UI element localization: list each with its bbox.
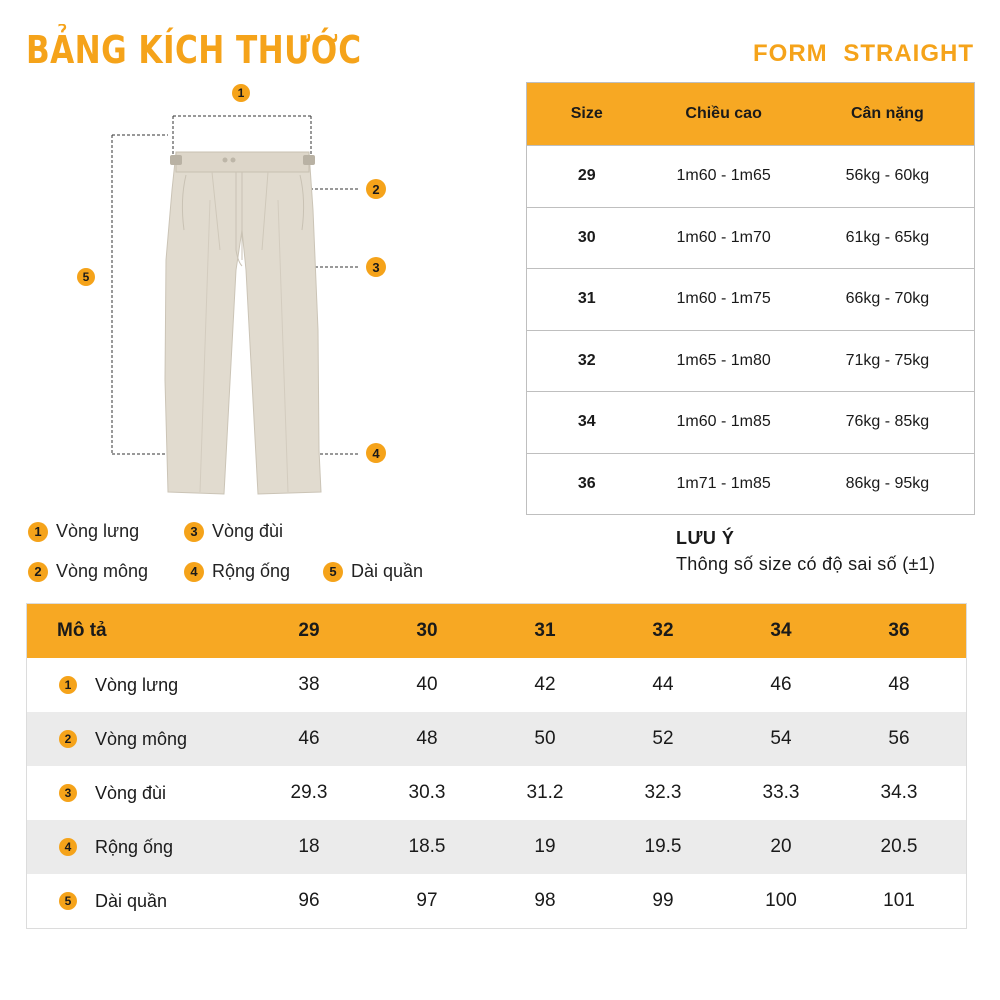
row-number: 3	[59, 784, 77, 802]
row-label: Rộng ống	[95, 836, 174, 857]
value-cell: 46	[770, 674, 792, 695]
value-cell: 40	[416, 674, 438, 695]
value-cell: 98	[534, 890, 556, 911]
legend-label: Dài quần	[351, 561, 424, 581]
table-row	[527, 453, 974, 515]
row-number: 5	[59, 892, 77, 910]
page-title: BẢNG KÍCH THƯỚC	[26, 28, 362, 72]
header-height: Chiều cao	[685, 105, 762, 122]
value-cell: 33.3	[762, 782, 800, 803]
table-row	[527, 391, 974, 453]
row-label: Vòng lưng	[95, 674, 179, 695]
size-cell: 36	[577, 474, 596, 492]
pants-diagram	[0, 80, 520, 500]
legend-label: Vòng đùi	[212, 521, 284, 541]
header-size: 36	[888, 620, 910, 641]
note-title: LƯU Ý	[676, 528, 735, 548]
value-cell: 96	[298, 890, 320, 911]
height-cell: 1m60 - 1m65	[676, 167, 771, 185]
table-row	[27, 712, 966, 766]
height-cell: 1m60 - 1m75	[676, 290, 771, 308]
row-description	[27, 783, 250, 804]
table-row	[527, 145, 974, 207]
weight-cell: 56kg - 60kg	[845, 167, 930, 185]
value-cell: 101	[883, 890, 915, 911]
height-cell: 1m60 - 1m85	[676, 413, 771, 431]
header-size: 32	[652, 620, 674, 641]
value-cell: 50	[534, 728, 556, 749]
legend-number: 2	[28, 562, 48, 582]
legend-label: Rộng ống	[212, 561, 291, 581]
legend-number: 4	[184, 562, 204, 582]
note-text: Thông số size có độ sai số (±1)	[676, 554, 936, 574]
table-row	[27, 820, 966, 874]
height-cell: 1m71 - 1m85	[676, 474, 771, 492]
value-cell: 38	[298, 674, 320, 695]
pants-shape	[165, 152, 321, 494]
row-label: Dài quần	[95, 890, 168, 911]
value-cell: 48	[888, 674, 910, 695]
legend-item	[28, 561, 148, 582]
weight-cell: 86kg - 95kg	[845, 474, 930, 492]
value-cell: 20.5	[880, 836, 918, 857]
table-row	[527, 268, 974, 330]
legend-item	[323, 561, 423, 582]
table-row	[27, 766, 966, 820]
size-cell: 29	[577, 167, 596, 185]
value-cell: 20	[770, 836, 792, 857]
row-description	[27, 675, 250, 696]
weight-cell: 61kg - 65kg	[845, 228, 930, 246]
legend-number: 3	[184, 522, 204, 542]
pants-illustration	[0, 80, 520, 500]
value-cell: 19	[534, 836, 556, 857]
height-cell: 1m60 - 1m70	[676, 228, 771, 246]
row-number: 2	[59, 730, 77, 748]
header-size: 29	[298, 620, 320, 641]
value-cell: 56	[888, 728, 910, 749]
value-cell: 32.3	[644, 782, 682, 803]
weight-cell: 76kg - 85kg	[845, 413, 930, 431]
value-cell: 44	[652, 674, 674, 695]
marker-3: 3	[366, 257, 386, 277]
size-cell: 31	[577, 290, 596, 308]
header-size: 30	[416, 620, 438, 641]
row-number: 1	[59, 676, 77, 694]
row-description	[27, 837, 250, 858]
measurement-table	[26, 603, 967, 929]
legend-number: 5	[323, 562, 343, 582]
value-cell: 48	[416, 728, 438, 749]
legend-item	[28, 521, 139, 542]
value-cell: 100	[765, 890, 797, 911]
value-cell: 18.5	[408, 836, 446, 857]
legend-number: 1	[28, 522, 48, 542]
value-cell: 99	[652, 890, 674, 911]
value-cell: 30.3	[408, 782, 446, 803]
header-weight: Cân nặng	[850, 105, 924, 122]
header-description: Mô tả	[57, 620, 107, 641]
header-size: Size	[570, 105, 603, 122]
value-cell: 46	[298, 728, 320, 749]
header-size: 34	[770, 620, 792, 641]
legend-label: Vòng lưng	[56, 521, 140, 541]
value-cell: 31.2	[526, 782, 564, 803]
value-cell: 29.3	[290, 782, 328, 803]
table-header-row	[27, 604, 966, 658]
size-cell: 30	[577, 228, 596, 246]
marker-1: 1	[232, 84, 250, 102]
table-row	[27, 658, 966, 712]
marker-5: 5	[77, 268, 95, 286]
table-row	[527, 207, 974, 269]
row-label: Vòng mông	[95, 728, 188, 749]
row-number: 4	[59, 838, 77, 856]
value-cell: 19.5	[644, 836, 682, 857]
header-size: 31	[534, 620, 556, 641]
table-header-row	[527, 83, 974, 145]
marker-4: 4	[366, 443, 386, 463]
form-label: FORM STRAIGHT	[753, 40, 974, 67]
weight-cell: 66kg - 70kg	[845, 290, 930, 308]
height-cell: 1m65 - 1m80	[676, 351, 771, 369]
size-cell: 34	[577, 413, 596, 431]
marker-2: 2	[366, 179, 386, 199]
row-description	[27, 729, 250, 750]
size-recommendation-table	[526, 82, 975, 515]
value-cell: 54	[770, 728, 792, 749]
table-row	[527, 330, 974, 392]
weight-cell: 71kg - 75kg	[845, 351, 930, 369]
value-cell: 97	[416, 890, 438, 911]
row-label: Vòng đùi	[95, 782, 167, 803]
value-cell: 52	[652, 728, 674, 749]
value-cell: 18	[298, 836, 320, 857]
table-row	[27, 874, 966, 928]
legend-item	[184, 521, 283, 542]
row-description	[27, 891, 250, 912]
value-cell: 34.3	[880, 782, 918, 803]
legend-item	[184, 561, 290, 582]
legend-label: Vòng mông	[56, 561, 149, 581]
value-cell: 42	[534, 674, 556, 695]
size-cell: 32	[577, 351, 596, 369]
